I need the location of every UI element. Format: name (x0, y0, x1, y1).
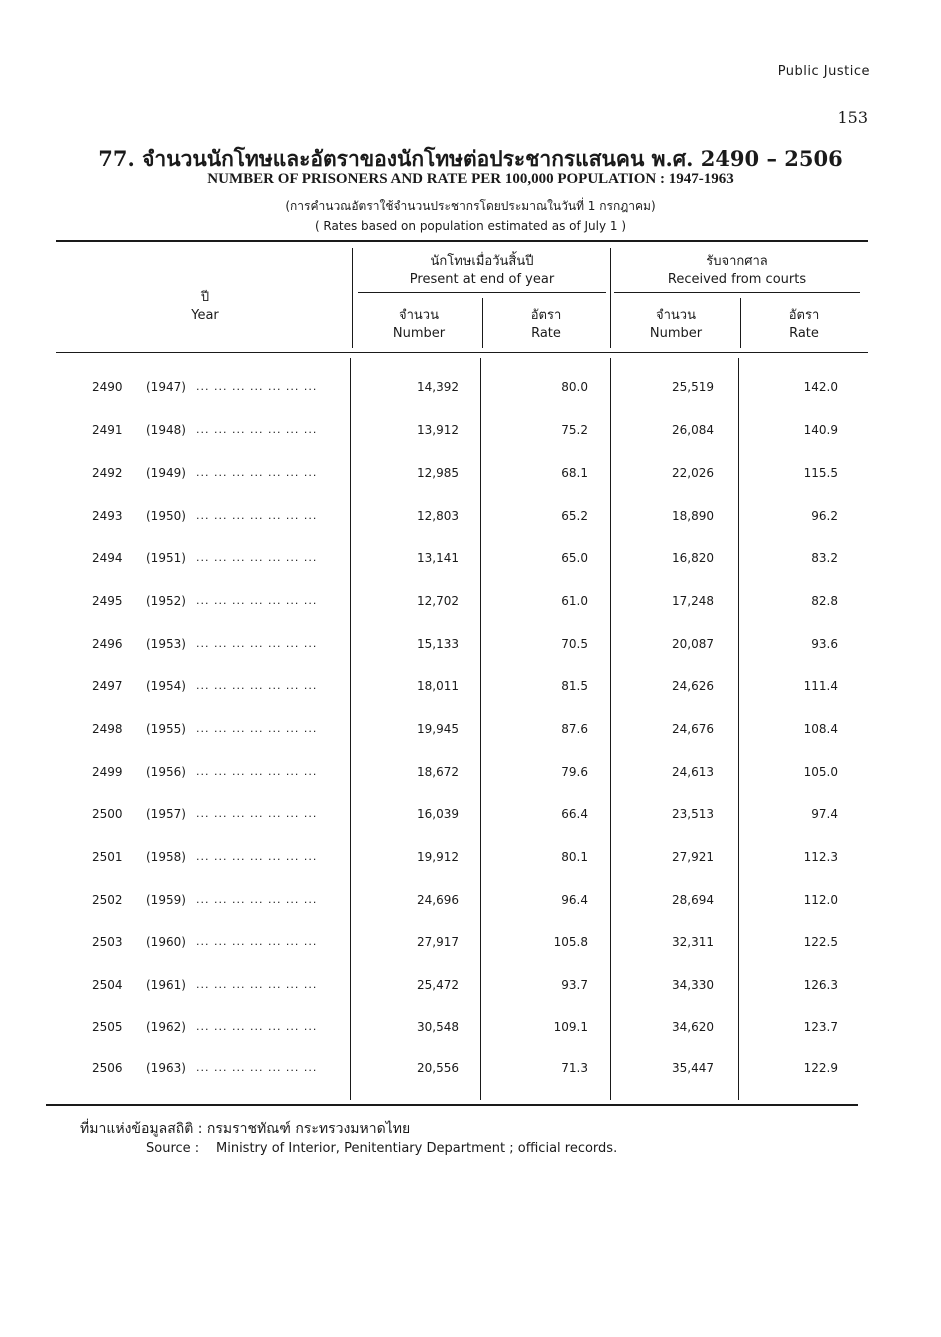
present-number: 14,392 (417, 380, 459, 394)
leader-dots: ... ... ... ... ... ... ... (196, 551, 318, 564)
received-rate: 108.4 (803, 722, 838, 736)
present-number: 19,945 (417, 722, 459, 736)
received-rate: 112.3 (803, 850, 838, 864)
present-rate: 71.3 (561, 1061, 588, 1075)
header-sub-rule-right (614, 292, 860, 293)
leader-dots: ... ... ... ... ... ... ... (196, 423, 318, 436)
present-rate-header-thai: อัตรา (530, 308, 562, 323)
leader-dots: ... ... ... ... ... ... ... (196, 637, 318, 650)
year-header (160, 289, 250, 325)
table-row (0, 722, 941, 742)
received-number: 24,626 (672, 679, 714, 693)
present-number: 24,696 (417, 893, 459, 907)
present-rate: 65.2 (561, 509, 588, 523)
present-number: 13,912 (417, 423, 459, 437)
present-header (358, 253, 606, 289)
present-number: 18,672 (417, 765, 459, 779)
source-thai: ที่มาแห่งข้อมูลสถิติ : กรมราชทัณฑ์ กระทรวงมหาดไทย (80, 1121, 411, 1137)
present-header-english: Present at end of year (409, 272, 555, 287)
table-row (0, 1061, 941, 1081)
received-number: 24,676 (672, 722, 714, 736)
page-number: 153 (837, 108, 868, 127)
table-top-rule (56, 240, 868, 242)
source-label: Source : (146, 1141, 200, 1156)
year-be: 2492 (92, 466, 123, 480)
leader-dots: ... ... ... ... ... ... ... (196, 935, 318, 948)
year-ce: (1961) (146, 978, 186, 992)
year-be: 2494 (92, 551, 123, 565)
column-divider-received (740, 298, 741, 348)
present-number: 15,133 (417, 637, 459, 651)
year-be: 2493 (92, 509, 123, 523)
year-be: 2496 (92, 637, 123, 651)
leader-dots: ... ... ... ... ... ... ... (196, 807, 318, 820)
present-rate: 66.4 (561, 807, 588, 821)
received-number: 24,613 (672, 765, 714, 779)
present-number-header-thai: จำนวน (399, 308, 439, 323)
table-note-english: ( Rates based on population estimated as of July 1 ) (314, 219, 627, 233)
present-rate: 96.4 (561, 893, 588, 907)
leader-dots: ... ... ... ... ... ... ... (196, 466, 318, 479)
year-ce: (1947) (146, 380, 186, 394)
present-rate: 81.5 (561, 679, 588, 693)
present-number: 30,548 (417, 1020, 459, 1034)
column-divider-present (482, 298, 483, 348)
present-rate: 105.8 (553, 935, 588, 949)
received-number: 18,890 (672, 509, 714, 523)
year-ce: (1957) (146, 807, 186, 821)
table-row (0, 893, 941, 913)
present-number: 20,556 (417, 1061, 459, 1075)
table-row (0, 466, 941, 486)
year-be: 2490 (92, 380, 123, 394)
year-ce: (1962) (146, 1020, 186, 1034)
received-number-header-english: Number (649, 326, 703, 341)
received-number: 27,921 (672, 850, 714, 864)
leader-dots: ... ... ... ... ... ... ... (196, 509, 318, 522)
table-row (0, 594, 941, 614)
year-ce: (1954) (146, 679, 186, 693)
year-be: 2504 (92, 978, 123, 992)
present-number: 25,472 (417, 978, 459, 992)
received-rate: 96.2 (811, 509, 838, 523)
year-be: 2502 (92, 893, 123, 907)
header-sub-rule-left (358, 292, 606, 293)
received-rate: 97.4 (811, 807, 838, 821)
year-ce: (1948) (146, 423, 186, 437)
received-number-header (614, 307, 738, 343)
received-number: 17,248 (672, 594, 714, 608)
received-number: 28,694 (672, 893, 714, 907)
year-ce: (1951) (146, 551, 186, 565)
received-rate: 111.4 (803, 679, 838, 693)
received-number: 34,620 (672, 1020, 714, 1034)
leader-dots: ... ... ... ... ... ... ... (196, 722, 318, 735)
present-rate: 93.7 (561, 978, 588, 992)
running-head: Public Justice (777, 64, 870, 79)
present-rate-header (486, 307, 606, 343)
received-number: 23,513 (672, 807, 714, 821)
received-header-thai: รับจากศาล (706, 254, 768, 269)
table-title-english: NUMBER OF PRISONERS AND RATE PER 100,000 POPULATION : 1947-1963 (207, 171, 734, 187)
received-rate: 126.3 (803, 978, 838, 992)
received-number: 16,820 (672, 551, 714, 565)
present-header-thai: นักโทษเมื่อวันสิ้นปี (430, 254, 534, 269)
leader-dots: ... ... ... ... ... ... ... (196, 1020, 318, 1033)
present-rate: 75.2 (561, 423, 588, 437)
received-rate-header (744, 307, 864, 343)
year-ce: (1950) (146, 509, 186, 523)
year-ce: (1963) (146, 1061, 186, 1075)
table-row (0, 380, 941, 400)
table-row (0, 1020, 941, 1040)
present-rate: 65.0 (561, 551, 588, 565)
year-be: 2491 (92, 423, 123, 437)
present-number: 27,917 (417, 935, 459, 949)
present-number: 19,912 (417, 850, 459, 864)
received-rate: 123.7 (803, 1020, 838, 1034)
table-row (0, 935, 941, 955)
received-number: 35,447 (672, 1061, 714, 1075)
year-header-thai: ปี (200, 290, 210, 305)
year-be: 2500 (92, 807, 123, 821)
leader-dots: ... ... ... ... ... ... ... (196, 978, 318, 991)
table-bottom-rule (46, 1104, 858, 1106)
received-rate-header-english: Rate (789, 326, 819, 341)
header-bottom-rule (56, 352, 868, 353)
received-number: 32,311 (672, 935, 714, 949)
received-number: 22,026 (672, 466, 714, 480)
table-note-thai: (การคำนวณอัตราใช้จำนวนประชากรโดยประมาณในวันที่ 1 กรกฎาคม) (285, 199, 656, 213)
present-rate: 109.1 (553, 1020, 588, 1034)
present-rate: 87.6 (561, 722, 588, 736)
present-number: 12,985 (417, 466, 459, 480)
column-divider-groups (610, 248, 611, 348)
year-be: 2495 (92, 594, 123, 608)
source-english (146, 1141, 617, 1156)
leader-dots: ... ... ... ... ... ... ... (196, 679, 318, 692)
table-row (0, 807, 941, 827)
year-ce: (1956) (146, 765, 186, 779)
year-be: 2503 (92, 935, 123, 949)
table-row (0, 509, 941, 529)
received-number: 26,084 (672, 423, 714, 437)
present-rate: 79.6 (561, 765, 588, 779)
received-rate-header-thai: อัตรา (788, 308, 820, 323)
year-be: 2501 (92, 850, 123, 864)
received-rate: 115.5 (803, 466, 838, 480)
received-rate: 112.0 (803, 893, 838, 907)
year-ce: (1958) (146, 850, 186, 864)
present-number-header-english: Number (392, 326, 446, 341)
table-row (0, 637, 941, 657)
present-number: 18,011 (417, 679, 459, 693)
table-row (0, 850, 941, 870)
present-rate: 80.0 (561, 380, 588, 394)
leader-dots: ... ... ... ... ... ... ... (196, 893, 318, 906)
present-rate-header-english: Rate (531, 326, 561, 341)
year-be: 2499 (92, 765, 123, 779)
present-rate: 68.1 (561, 466, 588, 480)
leader-dots: ... ... ... ... ... ... ... (196, 594, 318, 607)
year-be: 2498 (92, 722, 123, 736)
received-number: 25,519 (672, 380, 714, 394)
received-rate: 140.9 (803, 423, 838, 437)
received-header-english: Received from courts (667, 272, 807, 287)
received-rate: 82.8 (811, 594, 838, 608)
table-row (0, 679, 941, 699)
column-divider-year (352, 248, 353, 348)
year-be: 2497 (92, 679, 123, 693)
present-number-header (358, 307, 480, 343)
present-rate: 70.5 (561, 637, 588, 651)
leader-dots: ... ... ... ... ... ... ... (196, 850, 318, 863)
present-number: 16,039 (417, 807, 459, 821)
year-be: 2505 (92, 1020, 123, 1034)
received-number: 20,087 (672, 637, 714, 651)
received-rate: 105.0 (803, 765, 838, 779)
year-ce: (1955) (146, 722, 186, 736)
table-row (0, 423, 941, 443)
leader-dots: ... ... ... ... ... ... ... (196, 765, 318, 778)
year-ce: (1953) (146, 637, 186, 651)
received-rate: 93.6 (811, 637, 838, 651)
received-header (614, 253, 860, 289)
table-title-thai: 77. จำนวนนักโทษและอัตราของนักโทษต่อประชากรแสนคน พ.ศ. 2490 – 2506 (98, 146, 843, 171)
received-number: 34,330 (672, 978, 714, 992)
year-ce: (1959) (146, 893, 186, 907)
table-row (0, 551, 941, 571)
received-number-header-thai: จำนวน (656, 308, 696, 323)
received-rate: 122.9 (803, 1061, 838, 1075)
present-number: 12,702 (417, 594, 459, 608)
present-rate: 80.1 (561, 850, 588, 864)
year-ce: (1949) (146, 466, 186, 480)
table-row (0, 978, 941, 998)
present-rate: 61.0 (561, 594, 588, 608)
year-header-english: Year (191, 308, 219, 323)
present-number: 12,803 (417, 509, 459, 523)
received-rate: 83.2 (811, 551, 838, 565)
year-ce: (1960) (146, 935, 186, 949)
leader-dots: ... ... ... ... ... ... ... (196, 380, 318, 393)
table-row (0, 765, 941, 785)
source-text: Ministry of Interior, Penitentiary Department ; official records. (216, 1141, 618, 1156)
received-rate: 122.5 (803, 935, 838, 949)
year-ce: (1952) (146, 594, 186, 608)
present-number: 13,141 (417, 551, 459, 565)
leader-dots: ... ... ... ... ... ... ... (196, 1061, 318, 1074)
year-be: 2506 (92, 1061, 123, 1075)
received-rate: 142.0 (803, 380, 838, 394)
